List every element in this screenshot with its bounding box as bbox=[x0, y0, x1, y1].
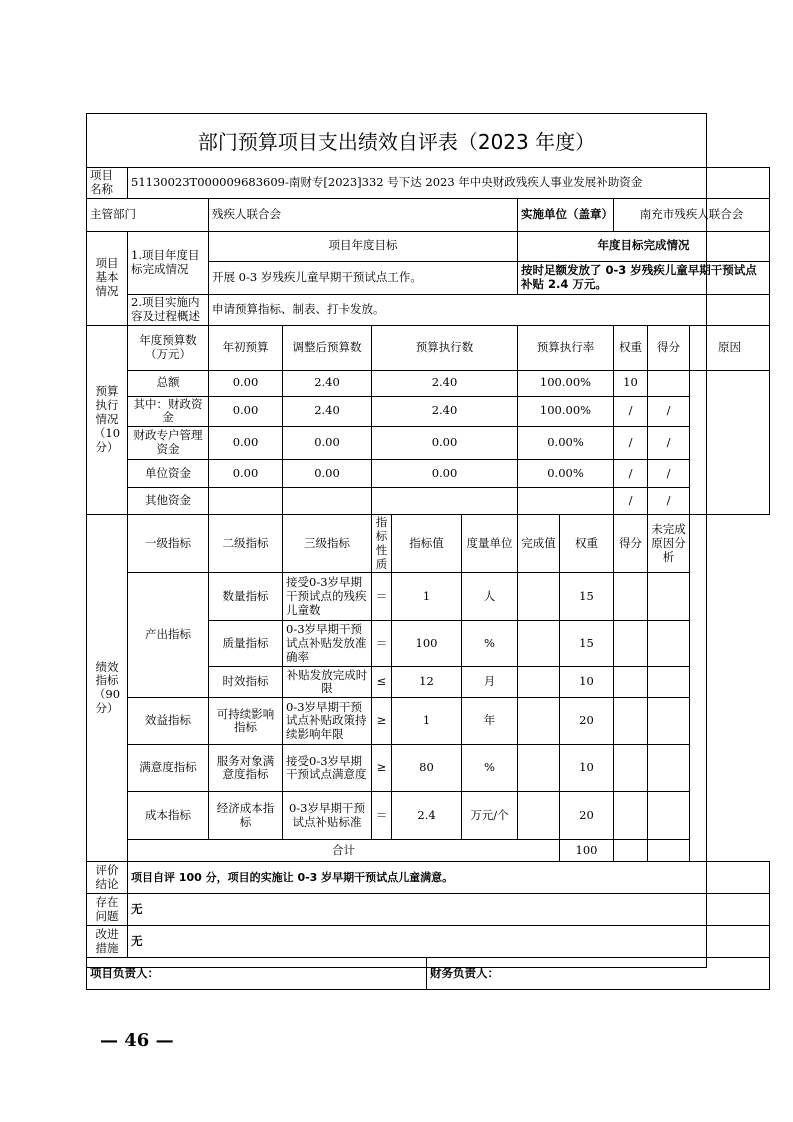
perf-value: 1 bbox=[392, 573, 462, 621]
perf-done bbox=[518, 792, 560, 840]
perf-done bbox=[518, 745, 560, 792]
perf-reason bbox=[648, 621, 690, 667]
budget-row-executed: 0.00 bbox=[372, 460, 518, 488]
perf-unit: 人 bbox=[462, 573, 518, 621]
perf-l3: 0-3岁早期干预试点补贴标准 bbox=[283, 792, 372, 840]
perf-done bbox=[518, 621, 560, 667]
perf-score bbox=[614, 745, 648, 792]
budget-row-score bbox=[648, 370, 690, 396]
budget-row-adjusted: 2.40 bbox=[283, 370, 372, 396]
perf-l2: 经济成本指标 bbox=[209, 792, 283, 840]
perf-l3: 0-3岁早期干预试点补贴政策持续影响年限 bbox=[283, 698, 372, 745]
eval-conclusion-label: 评价结论 bbox=[87, 862, 128, 894]
budget-row-rate: 0.00% bbox=[518, 427, 614, 460]
perf-reason bbox=[648, 745, 690, 792]
budget-row-weight: / bbox=[614, 488, 648, 515]
budget-row-score: / bbox=[648, 396, 690, 427]
perf-unit: 月 bbox=[462, 667, 518, 698]
perf-done bbox=[518, 698, 560, 745]
impl-unit-value: 南充市残疾人联合会 bbox=[614, 198, 770, 231]
perf-weight: 20 bbox=[560, 792, 614, 840]
done-header: 年度目标完成情况 bbox=[518, 231, 770, 261]
perf-header-reason: 未完成原因分析 bbox=[648, 515, 690, 573]
perf-value: 100 bbox=[392, 621, 462, 667]
budget-row-executed: 2.40 bbox=[372, 396, 518, 427]
eval-conclusion-text: 项目自评 100 分，项目的实施让 0-3 岁早期干预试点儿童满意。 bbox=[128, 862, 770, 894]
total-reason bbox=[648, 840, 690, 862]
perf-l3: 补贴发放完成时限 bbox=[283, 667, 372, 698]
perf-weight: 10 bbox=[560, 745, 614, 792]
perf-l2: 数量指标 bbox=[209, 573, 283, 621]
budget-reason-cell bbox=[690, 370, 770, 515]
budget-row-initial bbox=[209, 488, 283, 515]
impl-unit-label: 实施单位（盖章） bbox=[518, 198, 614, 231]
budget-row-executed bbox=[372, 488, 518, 515]
perf-value: 80 bbox=[392, 745, 462, 792]
perf-nature: ≥ bbox=[372, 745, 392, 792]
budget-row-score: / bbox=[648, 460, 690, 488]
budget-row-initial: 0.00 bbox=[209, 370, 283, 396]
goal-text: 开展 0-3 岁残疾儿童早期干预试点工作。 bbox=[209, 261, 518, 294]
perf-l2: 可持续影响指标 bbox=[209, 698, 283, 745]
budget-header-executed: 预算执行数 bbox=[372, 325, 518, 370]
perf-weight: 15 bbox=[560, 621, 614, 667]
output-indicator-label: 产出指标 bbox=[128, 573, 209, 698]
perf-header-l3: 三级指标 bbox=[283, 515, 372, 573]
budget-header-initial: 年初预算 bbox=[209, 325, 283, 370]
finance-leader-label: 财务负责人： bbox=[427, 958, 770, 990]
budget-row-adjusted: 2.40 bbox=[283, 396, 372, 427]
budget-header-score: 得分 bbox=[648, 325, 690, 370]
perf-score bbox=[614, 573, 648, 621]
budget-row-adjusted bbox=[283, 488, 372, 515]
cost-indicator-label: 成本指标 bbox=[128, 792, 209, 840]
perf-header-score: 得分 bbox=[614, 515, 648, 573]
perf-nature: ＝ bbox=[372, 792, 392, 840]
improvement-text: 无 bbox=[128, 926, 770, 958]
perf-l3: 0-3岁早期干预试点补贴发放准确率 bbox=[283, 621, 372, 667]
budget-row-executed: 2.40 bbox=[372, 370, 518, 396]
perf-nature: ≥ bbox=[372, 698, 392, 745]
perf-reason bbox=[648, 667, 690, 698]
budget-row-weight: / bbox=[614, 460, 648, 488]
budget-row-adjusted: 0.00 bbox=[283, 427, 372, 460]
budget-row-weight: / bbox=[614, 396, 648, 427]
budget-row-initial: 0.00 bbox=[209, 427, 283, 460]
perf-weight: 10 bbox=[560, 667, 614, 698]
perf-weight: 20 bbox=[560, 698, 614, 745]
form-title: 部门预算项目支出绩效自评表（2023 年度） bbox=[197, 129, 596, 154]
budget-row-name: 其他资金 bbox=[128, 488, 209, 515]
budget-row-weight: 10 bbox=[614, 370, 648, 396]
dept-value: 残疾人联合会 bbox=[209, 198, 518, 231]
perf-l3: 接受0-3岁早期干预试点的残疾儿童数 bbox=[283, 573, 372, 621]
issues-label: 存在问题 bbox=[87, 894, 128, 926]
perf-value: 12 bbox=[392, 667, 462, 698]
total-score bbox=[614, 840, 648, 862]
evaluation-table bbox=[86, 167, 770, 990]
perf-header-l2: 二级指标 bbox=[209, 515, 283, 573]
satisfaction-indicator-label: 满意度指标 bbox=[128, 745, 209, 792]
perf-l2: 服务对象满意度指标 bbox=[209, 745, 283, 792]
perf-header-done: 完成值 bbox=[518, 515, 560, 573]
budget-row-rate: 100.00% bbox=[518, 370, 614, 396]
perf-header-nature: 指标性质 bbox=[372, 515, 392, 573]
project-name: 51130023T000009683609-南财专[2023]332 号下达 2023 年中央财政残疾人事业发展补助资金 bbox=[128, 168, 770, 199]
benefit-indicator-label: 效益指标 bbox=[128, 698, 209, 745]
perf-score bbox=[614, 698, 648, 745]
total-label: 合计 bbox=[128, 840, 560, 862]
perf-unit: % bbox=[462, 621, 518, 667]
budget-row-adjusted: 0.00 bbox=[283, 460, 372, 488]
budget-row-name: 财政专户管理资金 bbox=[128, 427, 209, 460]
perf-reason bbox=[648, 573, 690, 621]
perf-unit: 年 bbox=[462, 698, 518, 745]
budget-row-weight: / bbox=[614, 427, 648, 460]
perf-reason bbox=[648, 698, 690, 745]
budget-row-score: / bbox=[648, 427, 690, 460]
perf-header-value: 指标值 bbox=[392, 515, 462, 573]
budget-header-weight: 权重 bbox=[614, 325, 648, 370]
budget-header-reason: 原因 bbox=[690, 325, 770, 370]
perf-score bbox=[614, 621, 648, 667]
budget-row-name: 其中：财政资金 bbox=[128, 396, 209, 427]
perf-done bbox=[518, 573, 560, 621]
budget-header-rate: 预算执行率 bbox=[518, 325, 614, 370]
budget-row-rate: 100.00% bbox=[518, 396, 614, 427]
perf-l2: 时效指标 bbox=[209, 667, 283, 698]
issues-text: 无 bbox=[128, 894, 770, 926]
perf-done bbox=[518, 667, 560, 698]
perf-value: 2.4 bbox=[392, 792, 462, 840]
perf-score bbox=[614, 792, 648, 840]
perf-l3: 接受0-3岁早期干预试点满意度 bbox=[283, 745, 372, 792]
perf-header-l1: 一级指标 bbox=[128, 515, 209, 573]
done-text: 按时足额发放了 0-3 岁残疾儿童早期干预试点补贴 2.4 万元。 bbox=[518, 261, 770, 294]
perf-section-label: 绩效指标（90分） bbox=[87, 515, 128, 862]
budget-row-score: / bbox=[648, 488, 690, 515]
basic-info-label: 项目基本情况 bbox=[87, 231, 128, 325]
budget-row-initial: 0.00 bbox=[209, 396, 283, 427]
perf-nature: ≤ bbox=[372, 667, 392, 698]
perf-header-unit: 度量单位 bbox=[462, 515, 518, 573]
total-weight: 100 bbox=[560, 840, 614, 862]
goal-label: 1.项目年度目标完成情况 bbox=[128, 231, 209, 294]
budget-row-rate: 0.00% bbox=[518, 460, 614, 488]
budget-row-rate bbox=[518, 488, 614, 515]
perf-reason bbox=[648, 792, 690, 840]
budget-row-name: 总额 bbox=[128, 370, 209, 396]
perf-nature: ＝ bbox=[372, 621, 392, 667]
perf-header-weight: 权重 bbox=[560, 515, 614, 573]
impl-content-label: 2.项目实施内容及过程概述 bbox=[128, 294, 209, 325]
perf-unit: 万元/个 bbox=[462, 792, 518, 840]
budget-header-annual: 年度预算数（万元） bbox=[128, 325, 209, 370]
perf-nature: ＝ bbox=[372, 573, 392, 621]
perf-unit: % bbox=[462, 745, 518, 792]
project-leader-label: 项目负责人： bbox=[87, 958, 427, 990]
improvement-label: 改进措施 bbox=[87, 926, 128, 958]
budget-row-initial: 0.00 bbox=[209, 460, 283, 488]
page-number: — 46 — bbox=[100, 1030, 174, 1051]
perf-score bbox=[614, 667, 648, 698]
impl-content-text: 申请预算指标、制表、打卡发放。 bbox=[209, 294, 770, 325]
budget-header-adjusted: 调整后预算数 bbox=[283, 325, 372, 370]
dept-label: 主管部门 bbox=[87, 198, 209, 231]
project-name-label: 项目名称 bbox=[87, 168, 128, 199]
goal-header: 项目年度目标 bbox=[209, 231, 518, 261]
budget-row-name: 单位资金 bbox=[128, 460, 209, 488]
budget-section-label: 预算执行情况（10分） bbox=[87, 325, 128, 515]
budget-row-executed: 0.00 bbox=[372, 427, 518, 460]
perf-l2: 质量指标 bbox=[209, 621, 283, 667]
perf-weight: 15 bbox=[560, 573, 614, 621]
perf-value: 1 bbox=[392, 698, 462, 745]
